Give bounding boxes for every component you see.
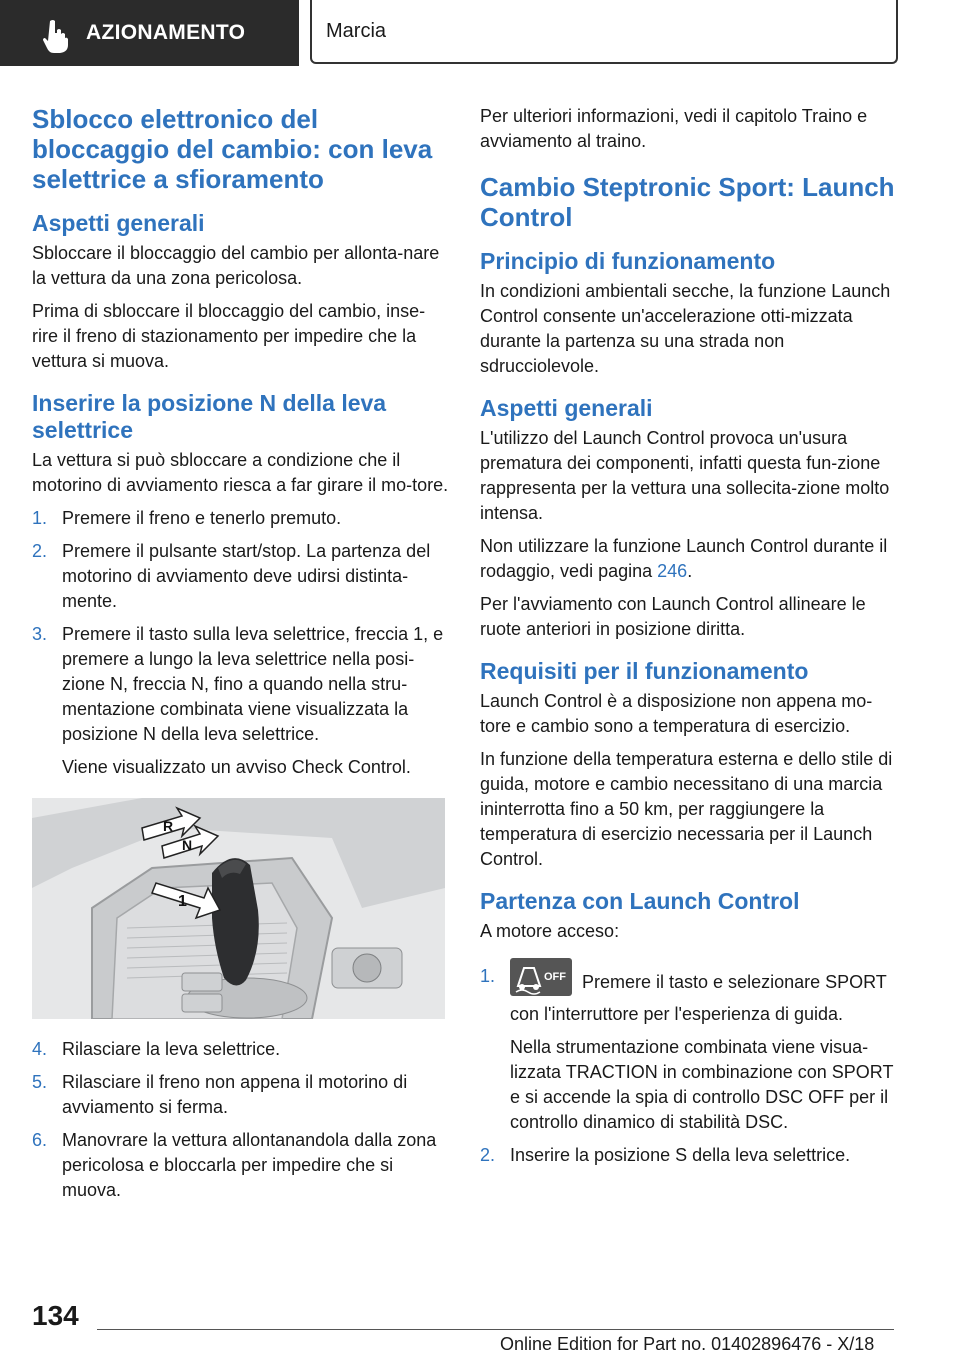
step-text: Premere il tasto e selezionare SPORT con l'interruttore per l'esperienza di guida. xyxy=(510,971,887,1024)
section-tab xyxy=(0,0,299,66)
right-paragraph xyxy=(480,534,898,584)
svg-text:OFF: OFF xyxy=(544,971,566,983)
dsc-off-button-icon xyxy=(510,958,572,996)
text-span: . xyxy=(687,561,693,581)
right-paragraph: In condizioni ambientali secche, la funzione Launch Control consente un'accelerazione otti‐mizzata durante la partenza su una strada non sdrucciolevole. xyxy=(480,281,891,376)
right-title: Cambio Steptronic Sport: Launch Control xyxy=(480,172,895,232)
list-item xyxy=(32,539,450,614)
list-item xyxy=(32,1128,450,1203)
step-number: 1. xyxy=(32,508,48,528)
step-number: 1. xyxy=(480,966,496,986)
step-text: Premere il freno e tenerlo premuto. xyxy=(62,508,342,528)
list-item xyxy=(480,1143,898,1168)
arrow-r-label: R xyxy=(163,818,174,834)
right-column xyxy=(480,104,898,1176)
list-item xyxy=(480,964,898,1135)
chapter-label: Marcia xyxy=(326,19,387,42)
list-item xyxy=(32,1070,450,1120)
right-heading-principle: Principio di funzionamento xyxy=(480,248,776,274)
right-heading-requirements: Requisiti per il funzionamento xyxy=(480,658,809,684)
right-heading-general: Aspetti generali xyxy=(480,395,653,421)
arrow-1-label: 1 xyxy=(178,893,187,910)
left-paragraph: Sbloccare il bloccaggio del cambio per allonta‐nare la vettura da una zona pericolosa. xyxy=(32,243,440,288)
right-heading-launch: Partenza con Launch Control xyxy=(480,888,800,914)
list-item xyxy=(32,622,450,780)
right-paragraph: In funzione della temperatura esterna e dello stile di guida, motore e cambio necessitano di una marcia ininterrotta fino a 50 km, per raggiungere la temperatura di esercizio necessaria per il Launch Control. xyxy=(480,749,893,869)
right-intro: Per ulteriori informazioni, vedi il capitolo Traino e avviamento al traino. xyxy=(480,106,868,151)
steps-list xyxy=(32,506,450,780)
edition-footer: Online Edition for Part no. 01402896476 - X/18 xyxy=(500,1334,875,1354)
page-number: 134 xyxy=(32,1300,79,1331)
left-title: Sblocco elettronico del bloccaggio del cambio: con leva selettrice a sfioramento xyxy=(32,104,433,194)
step-note: Viene visualizzato un avviso Check Control. xyxy=(62,757,411,777)
left-paragraph: La vettura si può sbloccare a condizione che il motorino di avviamento riesca a far girare il mo‐tore. xyxy=(32,450,449,495)
right-paragraph: Per l'avviamento con Launch Control allineare le ruote anteriori in posizione diritta. xyxy=(480,594,866,639)
right-paragraph: A motore acceso: xyxy=(480,921,620,941)
chapter-tab xyxy=(310,0,898,64)
left-paragraph: Prima di sbloccare il bloccaggio del cambio, inse‐rire il freno di stazionamento per impedire che la vettura si muova. xyxy=(32,301,426,371)
step-text: Inserire la posizione S della leva selettrice. xyxy=(510,1145,851,1165)
step-number: 3. xyxy=(32,624,48,644)
step-note: Nella strumentazione combinata viene visua‐lizzata TRACTION in combinazione con SPORT e si accende la spia di controllo DSC OFF per il controllo dinamico di stabilità DSC. xyxy=(510,1037,894,1132)
left-heading-position-n: Inserire la posizione N della leva selettrice xyxy=(32,390,387,443)
step-text: Premere il pulsante start/stop. La partenza del motorino di avviamento deve udirsi distinta‐mente. xyxy=(62,541,431,611)
step-number: 2. xyxy=(480,1145,496,1165)
step-number: 6. xyxy=(32,1130,48,1150)
step-text: Rilasciare la leva selettrice. xyxy=(62,1039,281,1059)
step-number: 2. xyxy=(32,541,48,561)
list-item xyxy=(32,506,450,531)
text-span: Non utilizzare la funzione Launch Control durante il rodaggio, vedi pagina xyxy=(480,536,888,581)
step-text: Premere il tasto sulla leva selettrice, freccia 1, e premere a lungo la leva selettrice nella posi‐zione N, freccia N, fino a quando nella stru‐mentazione combinata viene visualizzata la posizione N della leva selettrice. xyxy=(62,624,444,744)
hand-icon xyxy=(36,13,76,53)
step-text: Manovrare la vettura allontanandola dalla zona pericolosa e bloccarla per impedire che si muova. xyxy=(62,1130,437,1200)
step-number: 5. xyxy=(32,1072,48,1092)
page-link[interactable]: 246 xyxy=(657,561,688,581)
step-number: 4. xyxy=(32,1039,48,1059)
list-item xyxy=(32,1037,450,1062)
step-text: Rilasciare il freno non appena il motorino di avviamento si ferma. xyxy=(62,1072,408,1117)
gear-lever-illustration xyxy=(32,798,445,1019)
footer-divider xyxy=(97,1329,894,1330)
right-paragraph: L'utilizzo del Launch Control provoca un'usura prematura dei componenti, infatti questa fun‐zione rappresenta per la vettura una sollecita‐zione molto intensa. xyxy=(480,428,890,523)
left-heading-general: Aspetti generali xyxy=(32,210,205,236)
right-paragraph: Launch Control è a disposizione non appena mo‐tore e cambio sono a temperatura di esercizio. xyxy=(480,691,873,736)
section-label: AZIONAMENTO xyxy=(86,21,246,44)
steps-list-continued xyxy=(32,1037,450,1203)
launch-steps-list xyxy=(480,964,898,1168)
left-column xyxy=(32,104,450,1211)
arrow-n-label: N xyxy=(182,837,193,853)
